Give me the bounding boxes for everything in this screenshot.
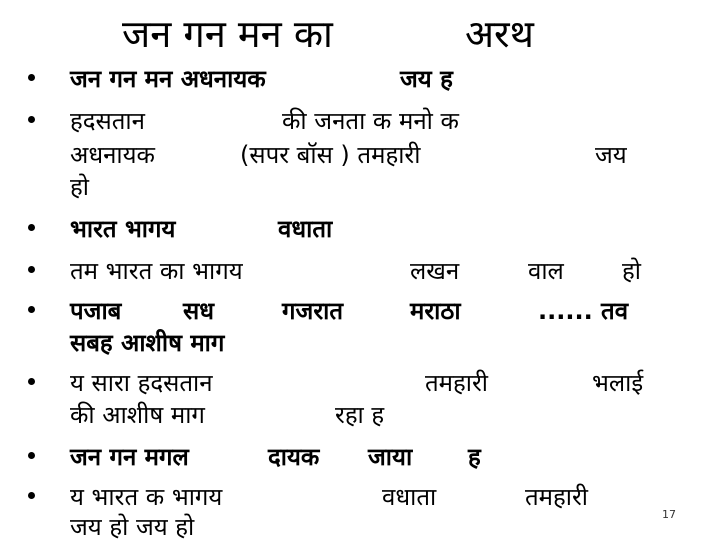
bullet-text: जन गन मगल [70,443,189,471]
bullet-text: ह [468,443,481,471]
bullet-text: तम भारत का भागय [70,257,243,285]
bullet-dot [28,266,35,273]
bullet-text: जय हो जय हो [70,513,195,540]
bullet-item [0,62,720,102]
bullet-text: लखन [410,257,460,285]
bullet-text: तमहारी [425,369,489,397]
bullet-text: जय [595,141,627,169]
bullet-text: य भारत क भागय [70,483,223,511]
bullet-dot [28,452,35,459]
title-part-main: जन गन मन का [122,12,333,56]
bullet-item [0,440,720,480]
bullet-dot [28,378,35,385]
bullet-text: वाल [528,257,564,285]
bullet-item [0,212,720,252]
bullet-text: दायक [268,443,320,471]
bullet-text: ...... तव [538,297,629,325]
bullet-text: गजरात [282,297,344,325]
bullet-text: भारत भागय [70,215,176,243]
bullet-text: हदसतान [70,107,145,135]
bullet-text: हो [622,257,641,285]
bullet-text: हो [70,173,89,201]
bullet-text: जय ह [400,65,453,93]
bullet-text: रहा ह [335,401,385,429]
bullet-text: भलाई [592,369,644,397]
bullet-text: सध [183,297,214,325]
bullet-text: वधाता [382,483,437,511]
page-number: 17 [662,508,676,521]
bullet-text: वधाता [278,215,333,243]
bullet-continuation [0,510,720,540]
bullet-dot [28,74,35,81]
bullet-text: पजाब [70,297,122,325]
bullet-dot [28,492,35,499]
bullet-dot [28,116,35,123]
bullet-text: (सपर बॉस ) तमहारी [240,141,421,169]
bullet-text: अधनायक [70,141,155,169]
bullet-text: य सारा हदसतान [70,369,213,397]
bullet-text: की जनता क मनो क [282,107,459,135]
bullet-text: मराठा [410,297,461,325]
bullet-text: जन गन मन अधनायक [70,65,266,93]
bullet-dot [28,224,35,231]
bullet-continuation [0,398,720,438]
bullet-item [0,254,720,294]
bullet-text: की आशीष माग [70,401,205,429]
bullet-dot [28,306,35,313]
bullet-text: तमहारी [525,483,589,511]
bullet-text: सबह आशीष माग [70,329,225,357]
bullet-continuation [0,170,720,210]
title-part-meaning: अरथ [465,12,534,56]
bullet-text: जाया [368,443,413,471]
bullet-continuation [0,326,720,366]
